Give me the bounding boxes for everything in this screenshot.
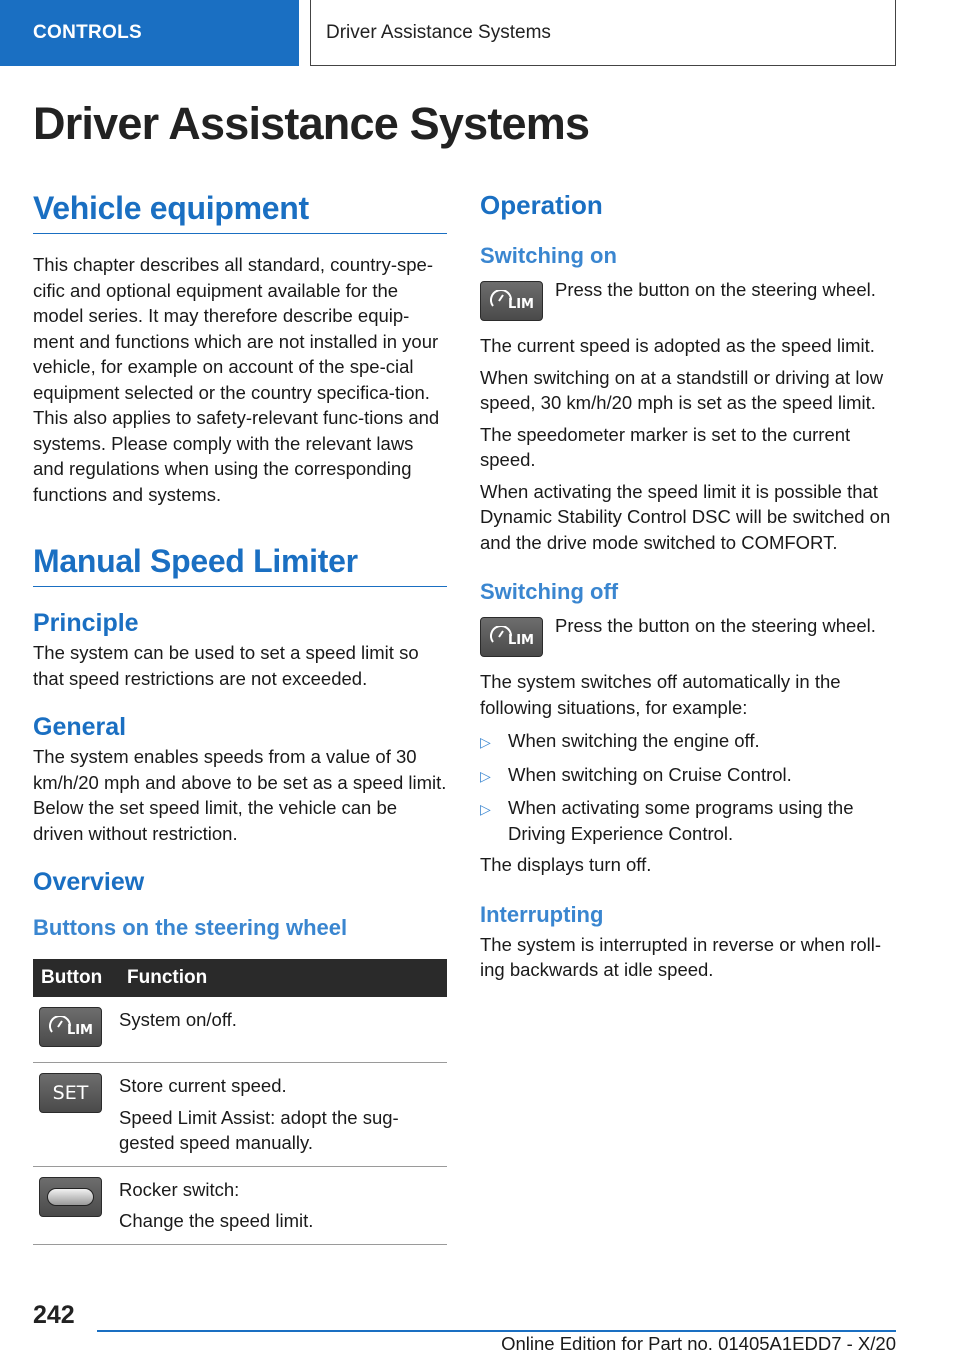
principle-text: The system can be used to set a speed limit so that speed restrictions are not exceeded. [33, 642, 419, 689]
interrupting-text: The system is interrupted in reverse or when roll-ing backwards at idle speed. [480, 933, 881, 980]
manual-speed-limiter-heading: Manual Speed Limiter [33, 543, 447, 587]
list-item-text: When activating some programs using the Driving Experience Control. [508, 797, 854, 844]
table-cell-function [119, 1166, 447, 1244]
table-cell-icon [33, 997, 119, 1063]
list-item [480, 795, 900, 846]
overview-heading: Overview [33, 868, 145, 896]
principle-heading: Principle [33, 609, 139, 637]
list-item-text: When switching on Cruise Control. [508, 763, 792, 785]
switching-on-instruction [480, 281, 900, 321]
table-cell-function [119, 1063, 447, 1167]
section-label: CONTROLS [33, 22, 143, 43]
set-label: SET [52, 1082, 89, 1104]
left-column [33, 190, 447, 1245]
footer-divider [97, 1330, 896, 1332]
lim-label: LIM [507, 297, 534, 312]
switching-on-paragraph: When activating the speed limit it is possible that Dynamic Stability Control DSC will be switched on and the drive mode switched to COMFORT. [480, 480, 891, 553]
function-text: System on/off. [119, 1009, 237, 1030]
list-item-text: When switching the engine off. [508, 730, 760, 751]
interrupting-heading: Interrupting [480, 901, 604, 927]
function-text: Rocker switch: [119, 1178, 240, 1200]
switching-on-paragraph: The speedometer marker is set to the current speed. [480, 423, 851, 470]
button-function-table [33, 959, 447, 1245]
page-number: 242 [33, 1301, 75, 1329]
section-tab[interactable] [0, 0, 299, 66]
switch-off-situations-list [480, 728, 900, 846]
switching-off-instruction [480, 617, 900, 657]
bullet-triangle-icon: ▷ [480, 801, 491, 817]
general-text: The system enables speeds from a value of 30 km/h/20 mph and above to be set as a speed limit. Below the set speed limit, the vehicle can be driven without restriction. [33, 746, 447, 844]
switching-off-button-text: Press the button on the steering wheel. [555, 615, 876, 636]
lim-label: LIM [66, 1023, 93, 1038]
bullet-triangle-icon: ▷ [480, 767, 491, 784]
switching-on-paragraph: The current speed is adopted as the speed limit. [480, 335, 875, 356]
table-row [33, 1166, 447, 1244]
vehicle-equipment-heading: Vehicle equipment [33, 190, 447, 234]
lim-button-icon [39, 1007, 102, 1047]
chapter-tab[interactable] [310, 0, 896, 66]
column-header-button: Button [33, 959, 119, 997]
list-item [480, 728, 900, 756]
function-text: Speed Limit Assist: adopt the sug-gested speed manually. [119, 1106, 399, 1153]
lim-button-icon [480, 281, 543, 321]
table-cell-icon [33, 1063, 119, 1167]
page-title: Driver Assistance Systems [33, 98, 590, 149]
lim-button-icon [480, 617, 543, 657]
table-row [33, 1063, 447, 1167]
operation-heading: Operation [480, 190, 603, 220]
right-column [480, 190, 900, 983]
table-cell-function [119, 997, 447, 1063]
column-header-function: Function [119, 959, 447, 997]
table-header-row [33, 959, 447, 997]
bullet-triangle-icon: ▷ [480, 734, 491, 750]
switching-off-after: The displays turn off. [480, 854, 652, 875]
footer-edition: Online Edition for Part no. 01405A1EDD7 - X/20 [501, 1333, 896, 1354]
table-row [33, 997, 447, 1063]
table-cell-icon [33, 1166, 119, 1244]
lim-label: LIM [507, 633, 534, 648]
function-text: Store current speed. [119, 1075, 287, 1096]
rocker-switch-icon [39, 1177, 102, 1217]
general-heading: General [33, 713, 127, 741]
switching-on-heading: Switching on [480, 243, 617, 268]
switching-off-heading: Switching off [480, 579, 619, 604]
buttons-subheading: Buttons on the steering wheel [33, 915, 348, 940]
switching-on-button-text: Press the button on the steering wheel. [555, 279, 876, 300]
list-item [480, 762, 900, 790]
vehicle-equipment-text: This chapter describes all standard, country-spe-cific and optional equipment available for the model series. It may therefore describe equip-ment and functions which are not installed in your vehicle, for example on account of the spe-cial equipment selected or the country specifica-tion. This also applies to safety-relevant func-tions and systems. Please comply with the relevant laws and regulations when using the corresponding functions and systems. [33, 254, 440, 505]
switching-off-intro: The system switches off automatically in the following situations, for example: [480, 671, 841, 718]
function-text: Change the speed limit. [119, 1210, 314, 1231]
chapter-label: Driver Assistance Systems [326, 21, 551, 43]
set-button-icon [39, 1073, 102, 1113]
switching-on-paragraph: When switching on at a standstill or driving at low speed, 30 km/h/20 mph is set as the speed limit. [480, 366, 884, 413]
